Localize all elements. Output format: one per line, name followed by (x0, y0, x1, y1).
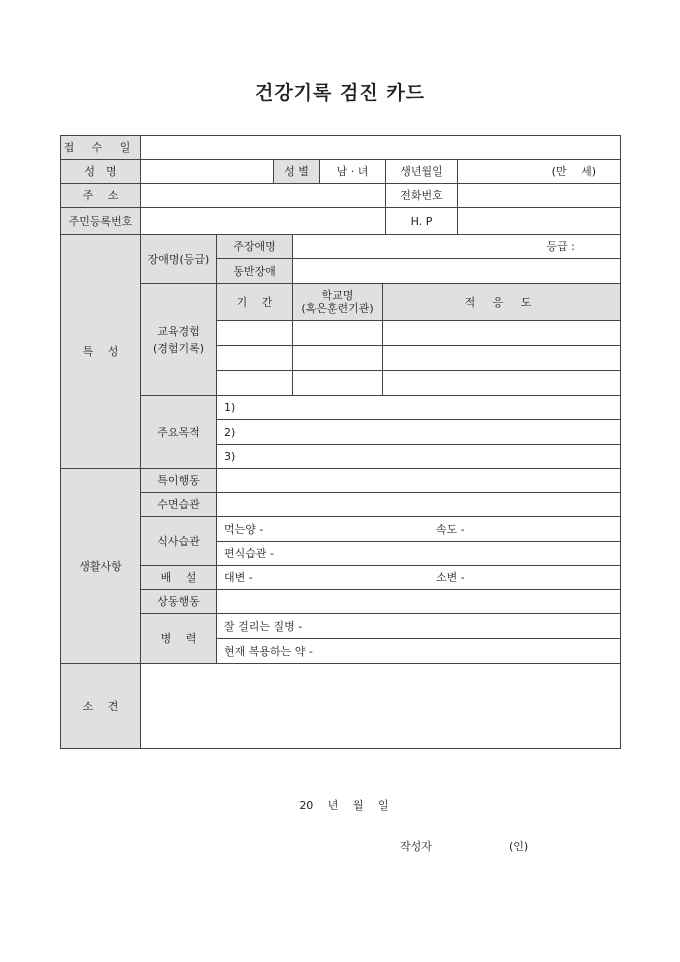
page-title: 건강기록 검진 카드 (254, 82, 426, 104)
period-header: 기 간 (216, 283, 293, 321)
goal-item[interactable]: 3) (216, 444, 621, 469)
eating-amount-field[interactable] (216, 516, 621, 542)
school-header-text: 학교명 (321, 289, 354, 302)
education-adaptation-cell[interactable] (382, 320, 621, 346)
education-adaptation-cell[interactable] (382, 345, 621, 371)
education-school-cell[interactable] (292, 370, 383, 396)
eating-habit-label: 식사습관 (140, 516, 217, 566)
sleep-habit-field[interactable] (216, 492, 621, 517)
health-record-form (60, 135, 621, 749)
address-field[interactable] (140, 183, 386, 208)
co-disability-label: 동반장애 (216, 258, 293, 284)
resident-number-label: 주민등록번호 (60, 207, 141, 235)
name-field[interactable] (140, 159, 274, 184)
education-school-cell[interactable] (292, 345, 383, 371)
eating-speed-label: 속도 - (436, 522, 465, 536)
goals-label: 주요목적 (140, 395, 217, 469)
education-label-sub: (경험기록) (152, 341, 205, 355)
co-disability-field[interactable] (292, 258, 621, 284)
main-disability-field[interactable]: 등급 : (292, 234, 621, 259)
education-period-cell[interactable] (216, 320, 293, 346)
special-behavior-field[interactable] (216, 468, 621, 493)
birth-label: 생년월일 (385, 159, 458, 184)
stereotypy-label: 상동행동 (140, 589, 217, 614)
phone-field[interactable] (457, 183, 621, 208)
birth-field[interactable]: (만 세) (457, 159, 621, 184)
education-label-text: 교육경험 (157, 324, 200, 338)
urine-label: 소변 - (436, 571, 465, 584)
hp-field[interactable] (457, 207, 621, 235)
education-period-cell[interactable] (216, 345, 293, 371)
main-disability-label: 주장애명 (216, 234, 293, 259)
school-header-sub: (혹은훈련기관) (301, 302, 374, 315)
date-line: 20 년 월 일 (299, 799, 389, 812)
stereotypy-field[interactable] (216, 589, 621, 614)
life-section-label: 생활사항 (60, 468, 141, 664)
education-period-cell[interactable] (216, 370, 293, 396)
education-adaptation-cell[interactable] (382, 370, 621, 396)
special-behavior-label: 특이행동 (140, 468, 217, 493)
illness-field[interactable]: 잘 걸리는 질병 - (216, 613, 621, 639)
education-label (140, 283, 217, 396)
goal-item[interactable]: 1) (216, 395, 621, 420)
adaptation-header: 적 응 도 (382, 283, 621, 321)
picky-eating-field[interactable]: 편식습관 - (216, 541, 621, 566)
excretion-label: 배 설 (140, 565, 217, 590)
opinion-field[interactable] (140, 663, 621, 749)
stool-label: 대변 - (224, 571, 253, 584)
reception-date-label: 접 수 일 (60, 135, 141, 160)
gender-label: 성 별 (273, 159, 320, 184)
address-label: 주 소 (60, 183, 141, 208)
resident-number-field[interactable] (140, 207, 386, 235)
writer-label: 작성자 (400, 840, 432, 853)
seal-mark: (인) (509, 840, 529, 853)
name-label: 성 명 (60, 159, 141, 184)
medical-history-label: 병 력 (140, 613, 217, 664)
gender-field[interactable]: 남 · 녀 (319, 159, 386, 184)
eating-amount-label: 먹는양 - (224, 522, 264, 536)
education-school-cell[interactable] (292, 320, 383, 346)
disability-label: 장애명(등급) (140, 234, 217, 284)
reception-date-field[interactable] (140, 135, 621, 160)
opinion-label: 소 견 (60, 663, 141, 749)
hp-label: H. P (385, 207, 458, 235)
medication-field[interactable]: 현재 복용하는 약 - (216, 638, 621, 664)
phone-label: 전화번호 (385, 183, 458, 208)
school-header (292, 283, 383, 321)
sleep-habit-label: 수면습관 (140, 492, 217, 517)
goal-item[interactable]: 2) (216, 419, 621, 445)
traits-section-label: 특 성 (60, 234, 141, 469)
excretion-field[interactable] (216, 565, 621, 590)
